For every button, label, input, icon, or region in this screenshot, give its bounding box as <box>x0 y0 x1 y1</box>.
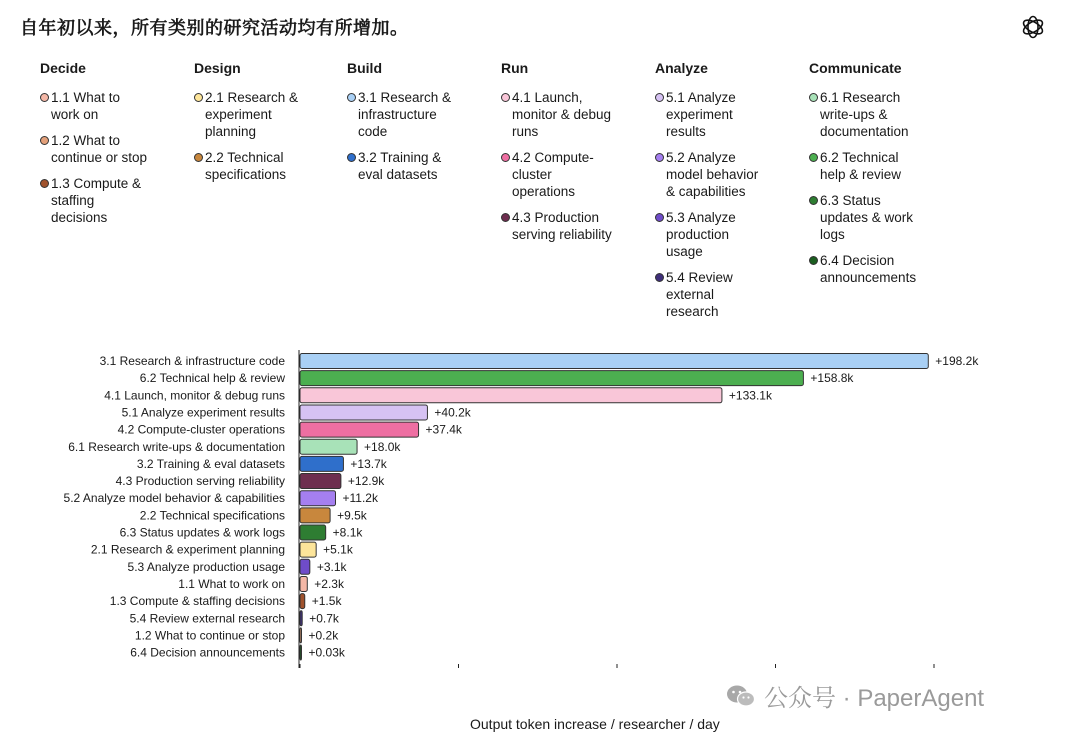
bar-value-label: +13.7k <box>350 456 387 471</box>
legend-label: 6.1 Research write-ups & documentation <box>820 90 909 139</box>
bar-value-label: +5.1k <box>323 542 353 557</box>
y-tick-label: 3.2 Training & eval datasets <box>136 456 285 471</box>
legend-heading: Analyze <box>655 60 708 76</box>
legend-item <box>194 89 344 140</box>
y-tick-label: 1.2 What to continue or stop <box>134 628 285 643</box>
legend-item <box>655 269 805 320</box>
legend-item <box>347 149 497 183</box>
bar-value-label: +9.5k <box>337 508 367 523</box>
legend-swatch <box>194 93 203 102</box>
legend-label: 5.3 Analyze production usage <box>666 210 736 259</box>
openai-logo-icon <box>1020 14 1046 40</box>
legend-swatch <box>347 153 356 162</box>
legend-label: 2.1 Research & experiment planning <box>205 90 299 139</box>
legend-item <box>655 89 805 140</box>
legend-heading: Build <box>347 60 382 76</box>
legend-label: 1.2 What to continue or stop <box>51 133 148 165</box>
bar-value-label: +133.1k <box>728 388 772 403</box>
bar-value-label: +40.2k <box>434 405 471 420</box>
bar-value-label: +0.03k <box>308 645 345 660</box>
bar <box>300 628 302 643</box>
legend-column <box>655 60 805 329</box>
legend-heading: Run <box>501 60 529 76</box>
legend-swatch <box>809 196 818 205</box>
legend-swatch <box>809 93 818 102</box>
legend-swatch <box>809 153 818 162</box>
bar-value-label: +198.2k <box>935 354 979 368</box>
bar <box>300 594 305 609</box>
legend-item <box>809 192 959 243</box>
y-tick-label: 5.1 Analyze experiment results <box>121 405 285 420</box>
legend-column <box>501 60 651 252</box>
legend-label: 3.1 Research & infrastructure code <box>358 90 452 139</box>
legend-item <box>501 209 651 243</box>
legend-label: 3.2 Training & eval datasets <box>358 150 442 182</box>
bar <box>300 508 330 523</box>
legend-heading: Design <box>194 60 241 76</box>
y-tick-label: 1.3 Compute & staffing decisions <box>109 594 285 609</box>
legend-item <box>40 175 190 226</box>
legend-label: 1.1 What to work on <box>51 90 121 122</box>
legend-item <box>501 149 651 200</box>
bar <box>300 491 336 506</box>
bar-value-label: +2.3k <box>314 576 344 591</box>
bar <box>300 405 427 420</box>
wechat-icon <box>726 684 756 708</box>
legend-item <box>655 209 805 260</box>
bar <box>300 456 343 471</box>
legend-swatch <box>347 93 356 102</box>
bar-value-label: +3.1k <box>316 559 347 574</box>
bar <box>300 559 310 574</box>
bar-value-label: +12.9k <box>347 474 385 489</box>
legend-label: 1.3 Compute & staffing decisions <box>51 176 142 225</box>
legend-column <box>347 60 497 192</box>
legend-item <box>655 149 805 200</box>
legend-label: 6.2 Technical help & review <box>820 150 902 182</box>
legend-swatch <box>40 136 49 145</box>
legend-item <box>809 89 959 140</box>
legend-item <box>501 89 651 140</box>
legend-label: 2.2 Technical specifications <box>205 150 287 182</box>
legend-label: 4.1 Launch, monitor & debug runs <box>512 90 612 139</box>
legend-swatch <box>655 273 664 282</box>
y-tick-label: 3.1 Research & infrastructure code <box>99 354 285 368</box>
legend-label: 5.2 Analyze model behavior & capabilities <box>666 150 759 199</box>
bar <box>300 354 928 369</box>
y-tick-label: 2.2 Technical specifications <box>139 508 285 523</box>
bar <box>300 388 722 403</box>
y-tick-label: 6.3 Status updates & work logs <box>119 525 285 540</box>
legend-swatch <box>655 213 664 222</box>
y-tick-label: 6.1 Research write-ups & documentation <box>68 439 285 454</box>
legend-column <box>809 60 959 295</box>
bar-value-label: +158.8k <box>810 371 854 386</box>
watermark <box>726 678 984 713</box>
y-tick-label: 4.1 Launch, monitor & debug runs <box>104 388 285 403</box>
legend-item <box>809 252 959 286</box>
legend-swatch <box>40 93 49 102</box>
legend-swatch <box>655 93 664 102</box>
legend-label: 4.3 Production serving reliability <box>512 210 612 242</box>
y-tick-label: 4.3 Production serving reliability <box>115 474 285 489</box>
legend-label: 6.4 Decision announcements <box>820 253 917 285</box>
legend-label: 5.1 Analyze experiment results <box>666 90 736 139</box>
y-tick-label: 6.2 Technical help & review <box>139 371 285 386</box>
page-title: 自年初以来，所有类别的研究活动均有所增加。 <box>20 18 409 39</box>
legend-swatch <box>809 256 818 265</box>
legend-swatch <box>655 153 664 162</box>
y-tick-label: 2.1 Research & experiment planning <box>90 542 285 557</box>
y-tick-label: 5.3 Analyze production usage <box>127 559 285 574</box>
bar <box>300 422 419 437</box>
bar-value-label: +1.5k <box>311 594 342 609</box>
legend-item <box>347 89 497 140</box>
legend-column <box>194 60 344 192</box>
legend-column <box>40 60 190 235</box>
legend-heading: Communicate <box>809 60 902 76</box>
bar <box>300 542 316 557</box>
legend-swatch <box>501 153 510 162</box>
bar <box>300 439 357 454</box>
bar <box>300 611 302 626</box>
bar <box>300 525 326 540</box>
bar-value-label: +0.7k <box>309 611 339 626</box>
x-axis-title: Output token increase / researcher / day <box>470 716 720 732</box>
bar-value-label: +11.2k <box>342 491 378 506</box>
y-tick-label: 1.1 What to work on <box>178 576 285 591</box>
y-tick-label: 5.4 Review external research <box>129 611 285 626</box>
bar-chart <box>0 340 1080 680</box>
y-tick-label: 5.2 Analyze model behavior & capabilities <box>63 491 285 506</box>
y-tick-label: 6.4 Decision announcements <box>130 645 285 660</box>
bar <box>300 576 307 591</box>
legend-label: 4.2 Compute-cluster operations <box>512 150 594 199</box>
legend-item <box>40 132 190 166</box>
bar-value-label: +37.4k <box>425 422 462 437</box>
legend-label: 5.4 Review external research <box>666 270 733 319</box>
bar <box>300 645 302 660</box>
legend-swatch <box>40 179 49 188</box>
bar-value-label: +18.0k <box>364 439 401 454</box>
legend-item <box>40 89 190 123</box>
legend-swatch <box>501 93 510 102</box>
legend-item <box>194 149 344 183</box>
bar <box>300 371 803 386</box>
legend-swatch <box>194 153 203 162</box>
watermark-text: 公众号 · PaperAgent <box>764 685 985 712</box>
bar-value-label: +8.1k <box>332 525 363 540</box>
y-tick-label: 4.2 Compute-cluster operations <box>117 422 285 437</box>
legend-label: 6.3 Status updates & work logs <box>820 193 914 242</box>
legend-heading: Decide <box>40 60 86 76</box>
bar-value-label: +0.2k <box>308 628 339 643</box>
legend-item <box>809 149 959 183</box>
legend-swatch <box>501 213 510 222</box>
bar <box>300 474 341 489</box>
